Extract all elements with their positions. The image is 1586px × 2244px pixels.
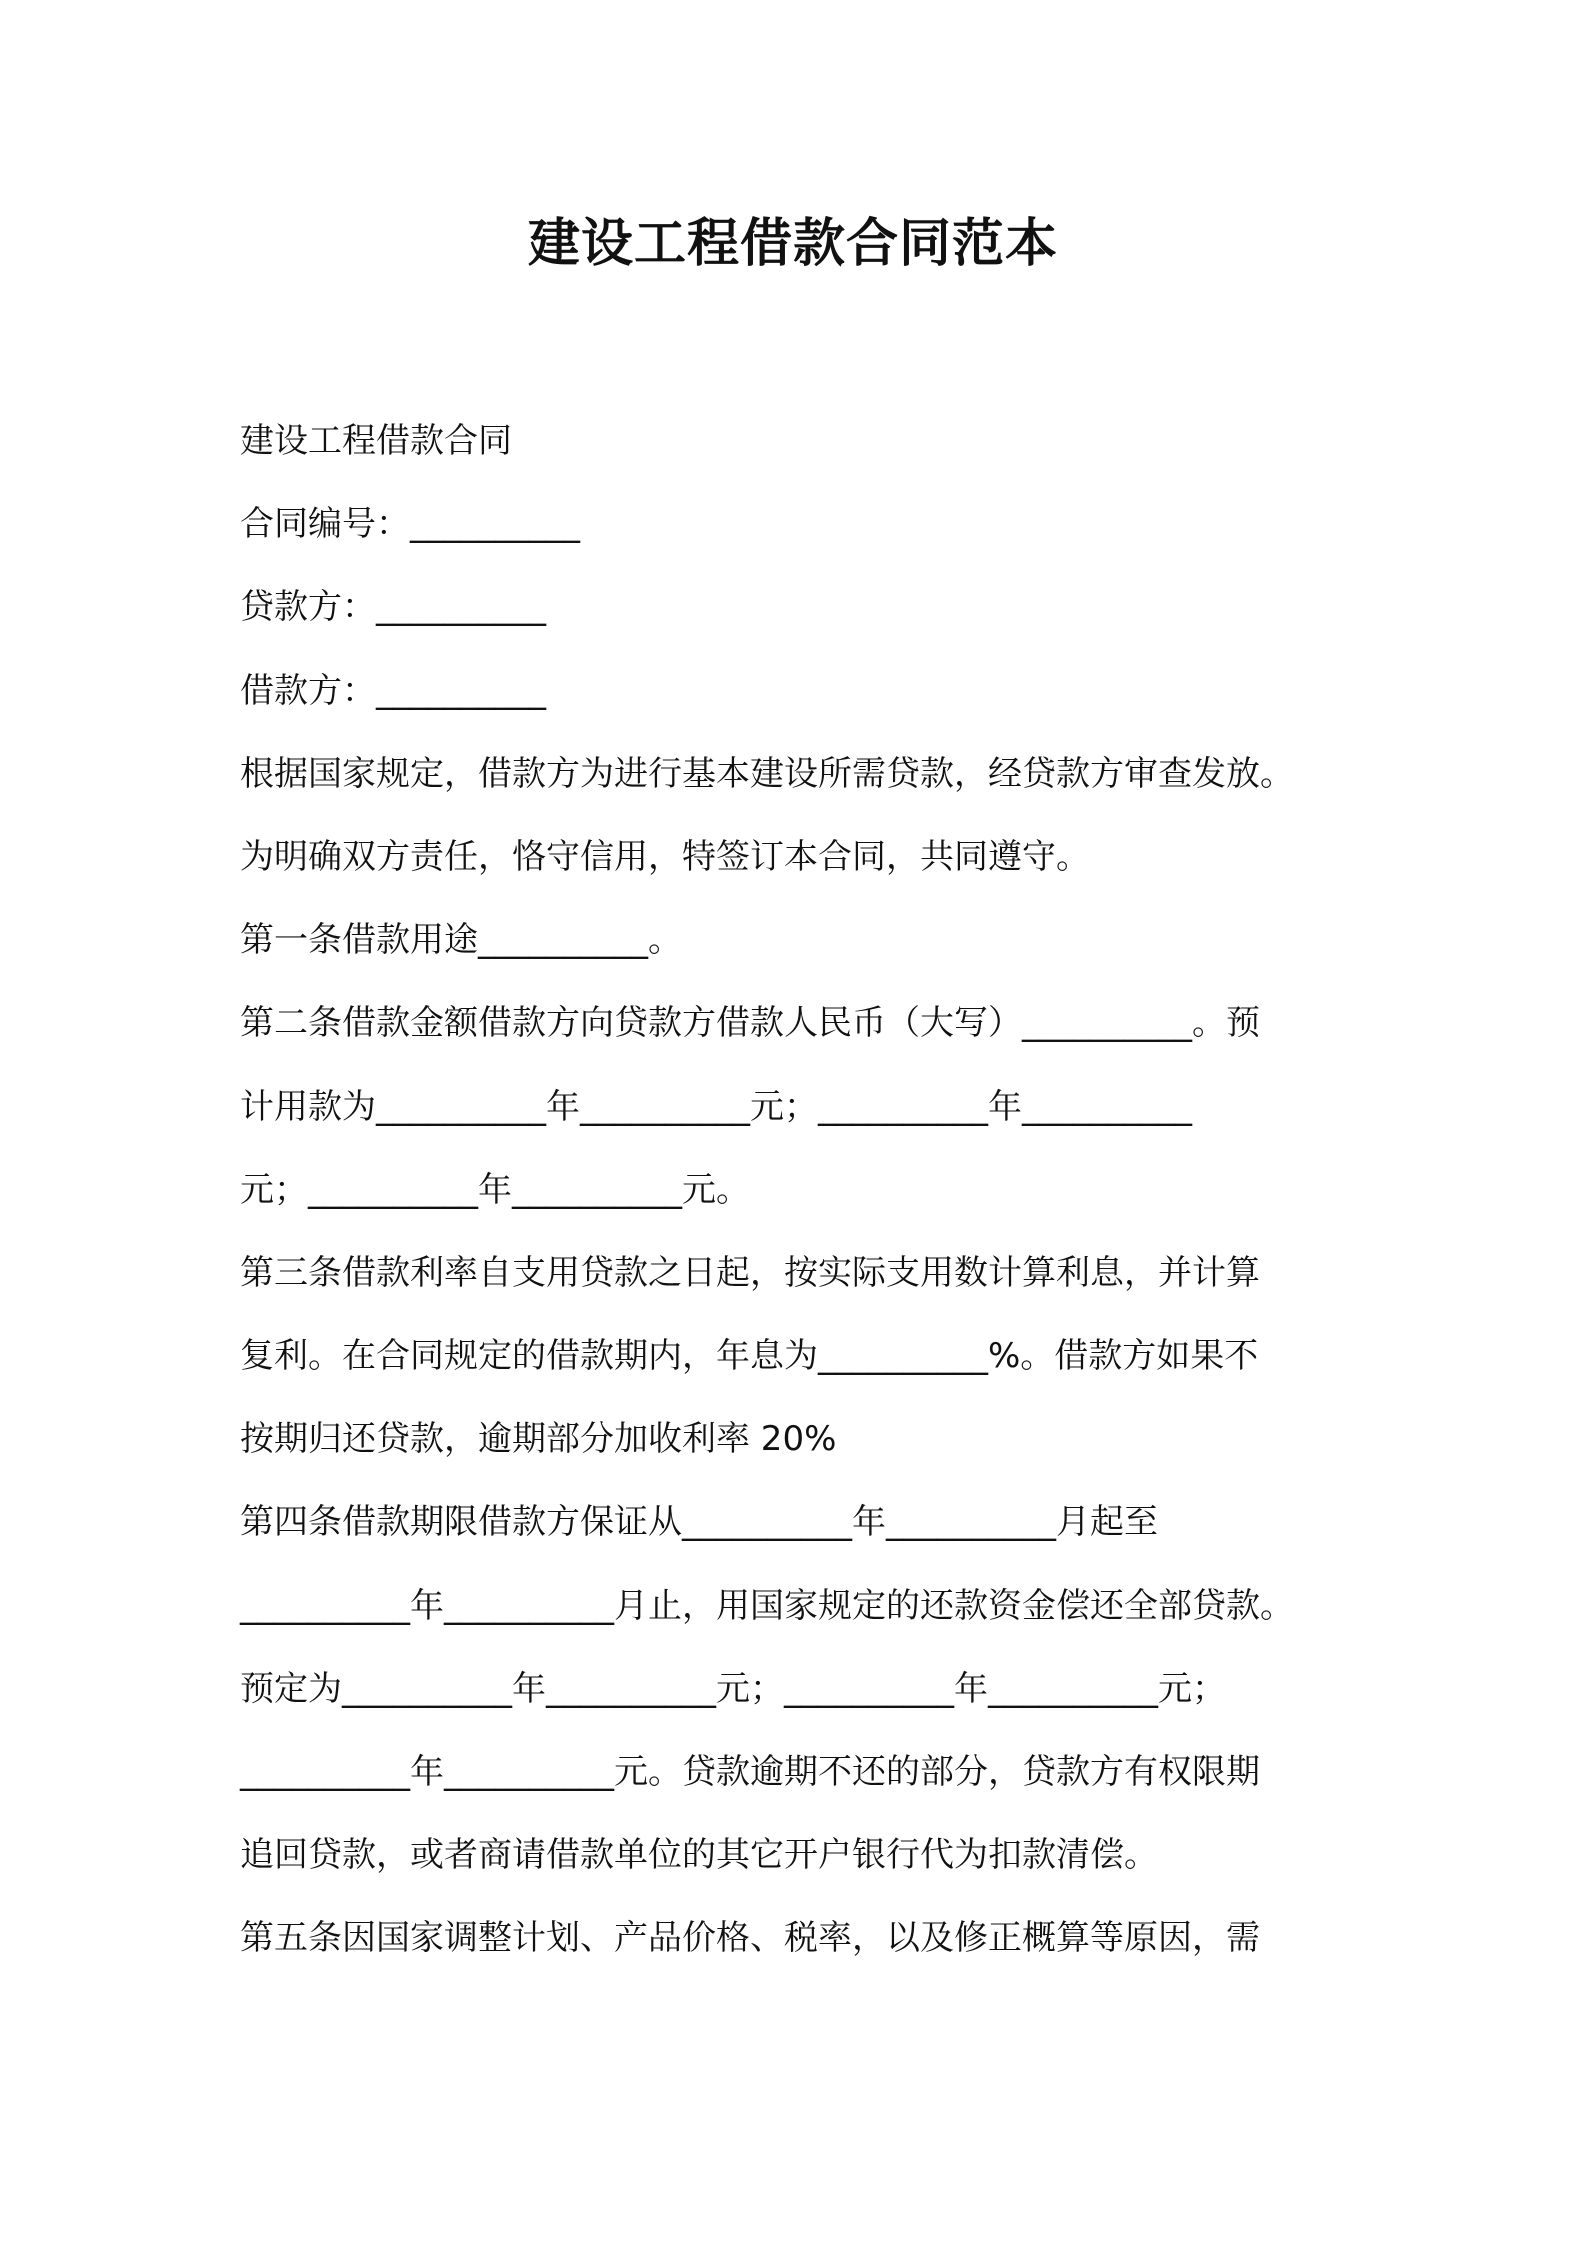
article-3-line-1: 第三条借款利率自支用贷款之日起，按实际支用数计算利息，并计算 [240, 1252, 1260, 1293]
article-2-line-2: 计用款为__________年__________元；__________年__________ [240, 1086, 1192, 1127]
preamble-line-1: 根据国家规定，借款方为进行基本建设所需贷款，经贷款方审查发放。 [240, 753, 1294, 794]
article-2-line-3: 元；__________年__________元。 [240, 1169, 750, 1210]
contract-number-line: 合同编号：__________ [240, 504, 580, 545]
article-1-line: 第一条借款用途__________。 [240, 920, 682, 961]
article-2-line-1: 第二条借款金额借款方向贷款方借款人民币（大写）__________。预 [240, 1003, 1260, 1044]
contract-heading: 建设工程借款合同 [240, 421, 512, 461]
article-4-line-4: __________年__________元。贷款逾期不还的部分，贷款方有权限期 [240, 1752, 1260, 1792]
article-4-line-5: 追回贷款，或者商请借款单位的其它开户银行代为扣款清偿。 [240, 1835, 1158, 1876]
article-4-line-1: 第四条借款期限借款方保证从__________年__________月起至 [240, 1502, 1158, 1543]
article-4-line-2: __________年__________月止，用国家规定的还款资金偿还全部贷款。 [240, 1585, 1294, 1626]
article-3-line-2: 复利。在合同规定的借款期内，年息为__________%。借款方如果不 [240, 1336, 1259, 1377]
preamble-line-2: 为明确双方责任，恪守信用，特签订本合同，共同遵守。 [240, 836, 1090, 877]
document-body [240, 400, 1370, 1981]
article-4-line-3: 预定为__________年__________元；__________年__________元； [240, 1668, 1226, 1709]
article-3-line-3: 按期归还贷款，逾期部分加收利率 20% [240, 1419, 837, 1460]
borrower-line: 借款方：__________ [240, 670, 546, 711]
lender-line: 贷款方：__________ [240, 587, 546, 628]
article-5-line-1: 第五条因国家调整计划、产品价格、税率，以及修正概算等原因，需 [240, 1918, 1260, 1959]
document-title: 建设工程借款合同范本 [527, 214, 1058, 274]
